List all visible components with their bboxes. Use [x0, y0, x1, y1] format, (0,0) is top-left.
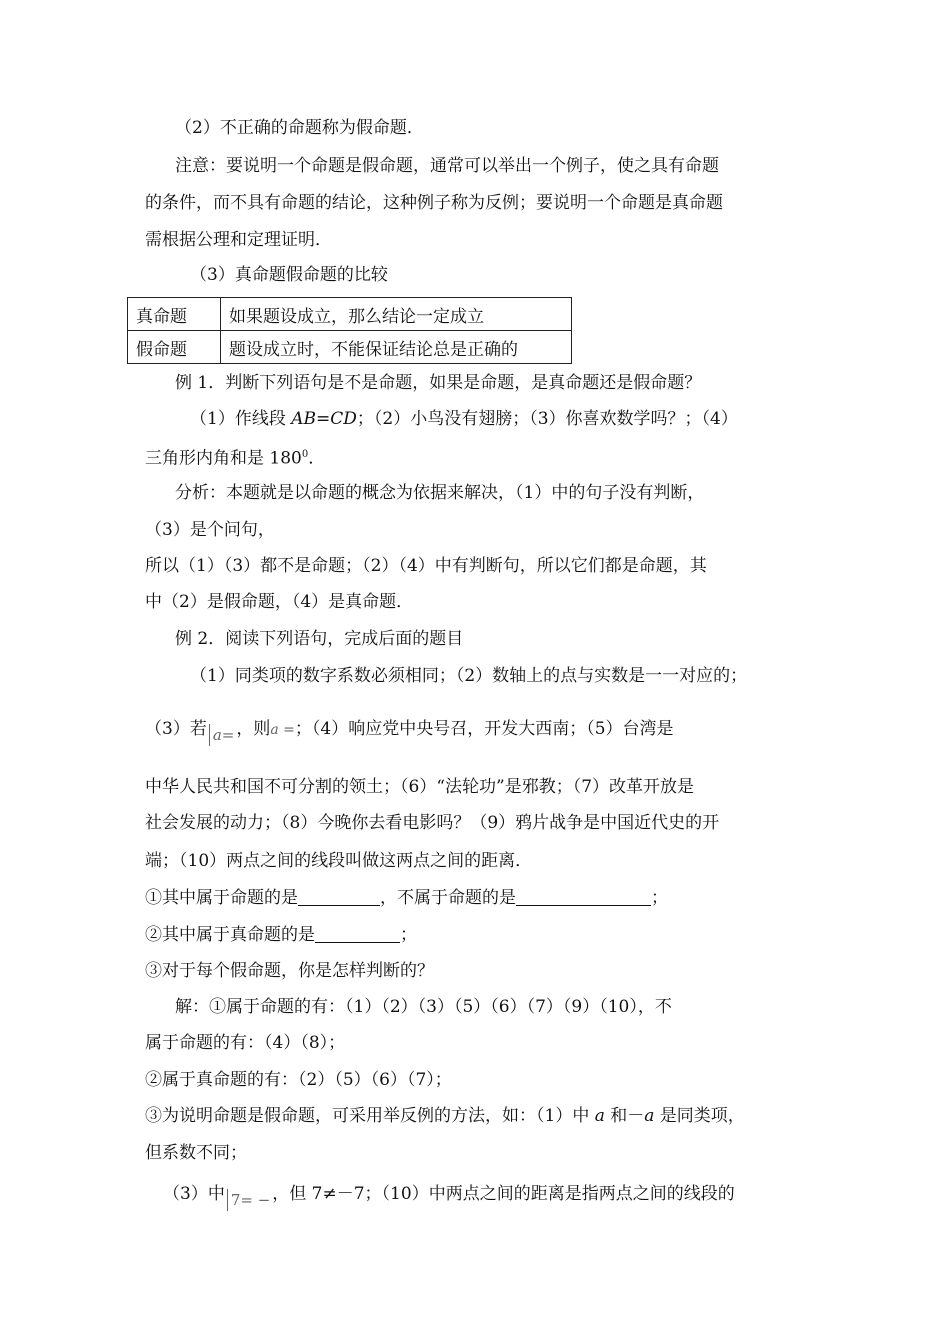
answer-blank[interactable] [516, 889, 651, 906]
comparison-table [127, 297, 572, 364]
table-cell-desc: 如果题设成立，那么结论一定成立 [221, 298, 572, 331]
solution-6: （3）中 7= − ，但 7≠－7；（10）中两点之间的距离是指两点之间的线段的 [163, 1184, 735, 1209]
paragraph-note-end: 需根据公理和定理证明． [145, 230, 332, 250]
section-heading-compare: （3）真命题假命题的比较 [190, 265, 388, 285]
paragraph-false-proposition: （2）不正确的命题称为假命题． [175, 118, 424, 138]
example2-line4: 社会发展的动力；（8）今晚你去看电影吗？（9）鸦片战争是中国近代史的开 [145, 813, 720, 833]
table-row [128, 331, 572, 364]
table-cell-desc: 题设成立时，不能保证结论总是正确的 [221, 331, 572, 364]
example2-line1: （1）同类项的数字系数必须相同；（2）数轴上的点与实数是一一对应的； [190, 666, 748, 686]
answer-blank[interactable] [298, 889, 380, 906]
analysis-1: 分析：本题就是以命题的概念为依据来解决，（1）中的句子没有判断， [175, 483, 705, 503]
solution-3: ②属于真命题的有：（2）（5）（6）（7）； [145, 1070, 452, 1090]
table-cell-name: 假命题 [128, 331, 221, 364]
example2-line3: 中华人民共和国不可分割的领土；（6）“法轮功”是邪教；（7）改革开放是 [145, 777, 695, 797]
paragraph-note-cont: 的条件，而不具有命题的结论，这种例子称为反例；要说明一个命题是真命题 [145, 193, 723, 213]
analysis-3: 所以（1）（3）都不是命题；（2）（4）中有判断句，所以它们都是命题，其 [145, 556, 707, 576]
solution-4: ③为说明命题是假命题，可采用举反例的方法，如：（1）中 a 和－a 是同类项， [145, 1106, 745, 1126]
paragraph-note: 注意：要说明一个命题是假命题，通常可以举出一个例子，使之具有命题 [175, 156, 719, 176]
example1-items-cont: 三角形内角和是 $180^0$． [145, 448, 326, 469]
solution-2: 属于命题的有：（4）（8）； [145, 1033, 346, 1053]
question-1: ①其中属于命题的是 ，不属于命题的是 ； [145, 888, 668, 908]
example2-line5: 端；（10）两点之间的线段叫做这两点之间的距离． [145, 851, 533, 871]
a-equals-formula: a = [270, 722, 295, 738]
table-cell-name: 真命题 [128, 298, 221, 331]
answer-blank[interactable] [315, 926, 400, 943]
analysis-4: 中（2）是假命题，（4）是真命题． [145, 592, 414, 612]
degree-mark: 0 [301, 449, 309, 460]
solution-5: 但系数不同； [145, 1143, 247, 1163]
example2-title: 例 2．阅读下列语句，完成后面的题目 [175, 629, 464, 649]
math-ab-cd: AB=CD [291, 409, 357, 429]
question-2: ②其中属于真命题的是 ； [145, 925, 417, 945]
example1-items: （1）作线段 AB=CD；（2）小鸟没有翅膀；（3）你喜欢数学吗？；（4） [190, 409, 738, 429]
abs-a-formula: a= [209, 724, 235, 746]
analysis-2: （3）是个问句， [145, 520, 275, 540]
abs-7-formula: 7= − [227, 1189, 270, 1211]
example2-line2: （3）若 a= ，则a =；（4）响应党中央号召，开发大西南；（5）台湾是 [145, 719, 674, 744]
example1-title: 例 1．判断下列语句是不是命题，如果是命题，是真命题还是假命题？ [175, 373, 702, 393]
table-row [128, 298, 572, 331]
question-3: ③对于每个假命题，你是怎样判断的？ [145, 961, 434, 981]
solution-1: 解：①属于命题的有：（1）（2）（3）（5）（6）（7）（9）（10），不 [175, 997, 672, 1017]
